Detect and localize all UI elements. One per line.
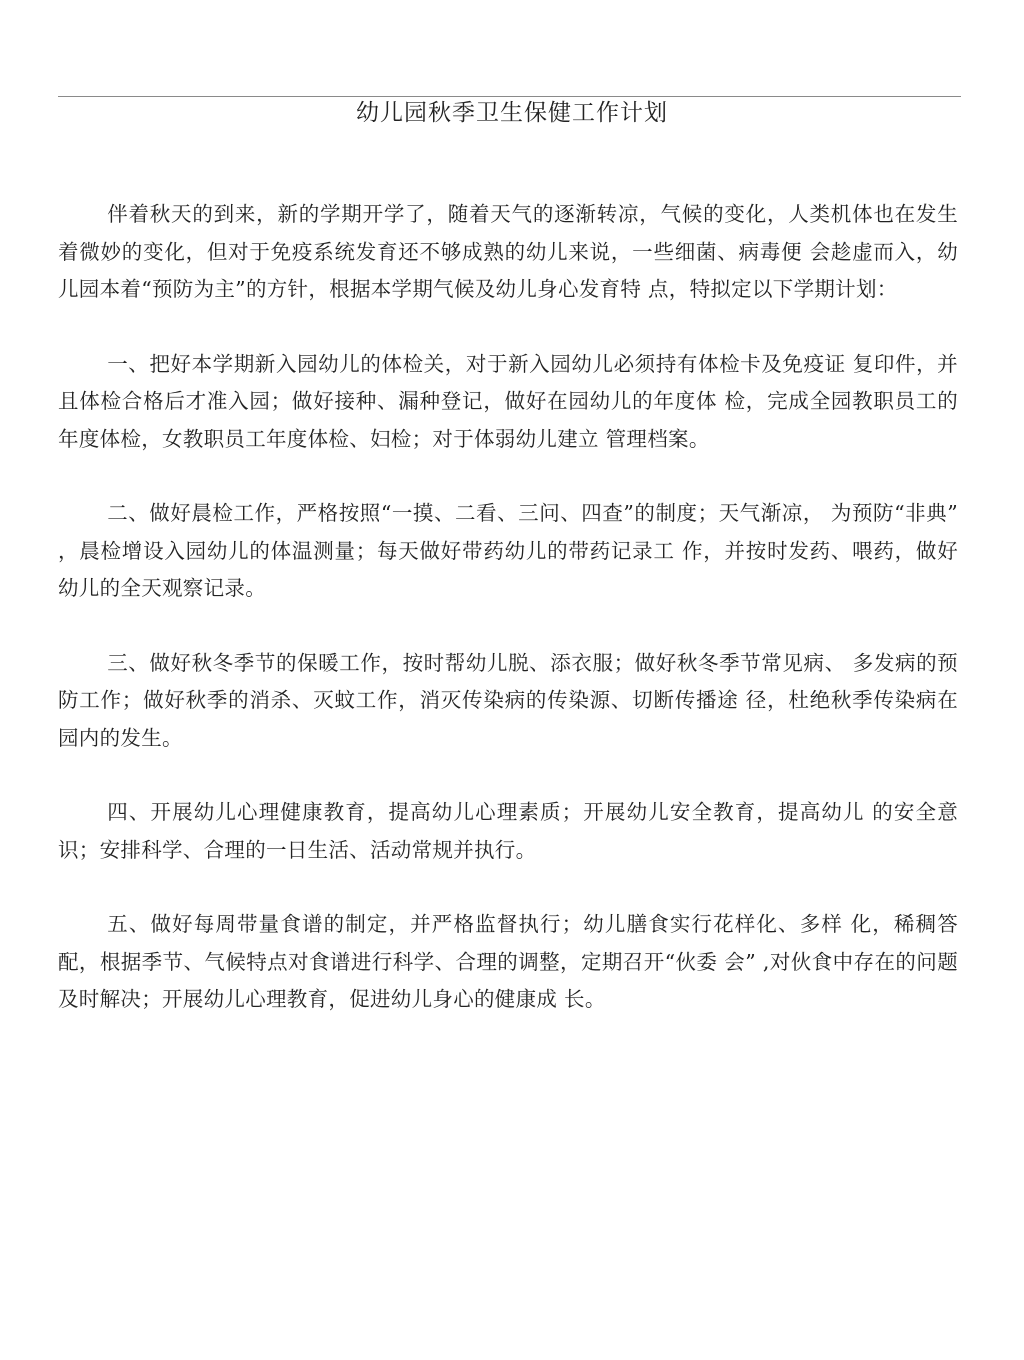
plan-item-1: 一、把好本学期新入园幼儿的体检关，对于新入园幼儿必须持有体检卡及免疫证 复印件，并且体检合格后才准入园；做好接种、漏种登记，做好在园幼儿的年度体 检，完成全园教职员工的年度体检，女教职员工年度体检、妇检；对于体弱幼儿建立 管理档案。	[58, 351, 958, 451]
plan-item-4: 四、开展幼儿心理健康教育，提高幼儿心理素质；开展幼儿安全教育，提高幼儿 的安全意识；安排科学、合理的一日生活、活动常规并执行。	[58, 800, 958, 862]
document-title: 幼儿园秋季卫生保健工作计划	[356, 100, 668, 126]
plan-item-5: 五、做好每周带量食谱的制定，并严格监督执行；幼儿膳食实行花样化、多样 化，稀稠答配，根据季节、气候特点对食谱进行科学、合理的调整，定期召开“伙委 会” ,对伙食中存在的问题及时解决；开展幼儿心理教育，促进幼儿身心的健康成 长。	[58, 912, 958, 1011]
intro-paragraph: 伴着秋天的到来，新的学期开学了，随着天气的逐渐转凉，气候的变化，人类机体也在发生着微妙的变化，但对于免疫系统发育还不够成熟的幼儿来说，一些细菌、病毒便 会趁虚而入，幼儿园本着“预防为主”的方针，根据本学期气候及幼儿身心发育特 点，特拟定以下学期计划：	[58, 202, 958, 301]
plan-item-3: 三、做好秋冬季节的保暖工作，按时帮幼儿脱、添衣服；做好秋冬季节常见病、 多发病的预防工作；做好秋季的消杀、灭蚊工作，消灭传染病的传染源、切断传播途 径，杜绝秋季传染病在园内的发生。	[58, 650, 958, 750]
document-body	[58, 196, 958, 1056]
plan-item-2: 二、做好晨检工作，严格按照“一摸、二看、三问、四查”的制度；天气渐凉， 为预防“非典” ，晨检增设入园幼儿的体温测量；每天做好带药幼儿的带药记录工 作，并按时发药、喂药，做好幼儿的全天观察记录。	[58, 501, 958, 600]
